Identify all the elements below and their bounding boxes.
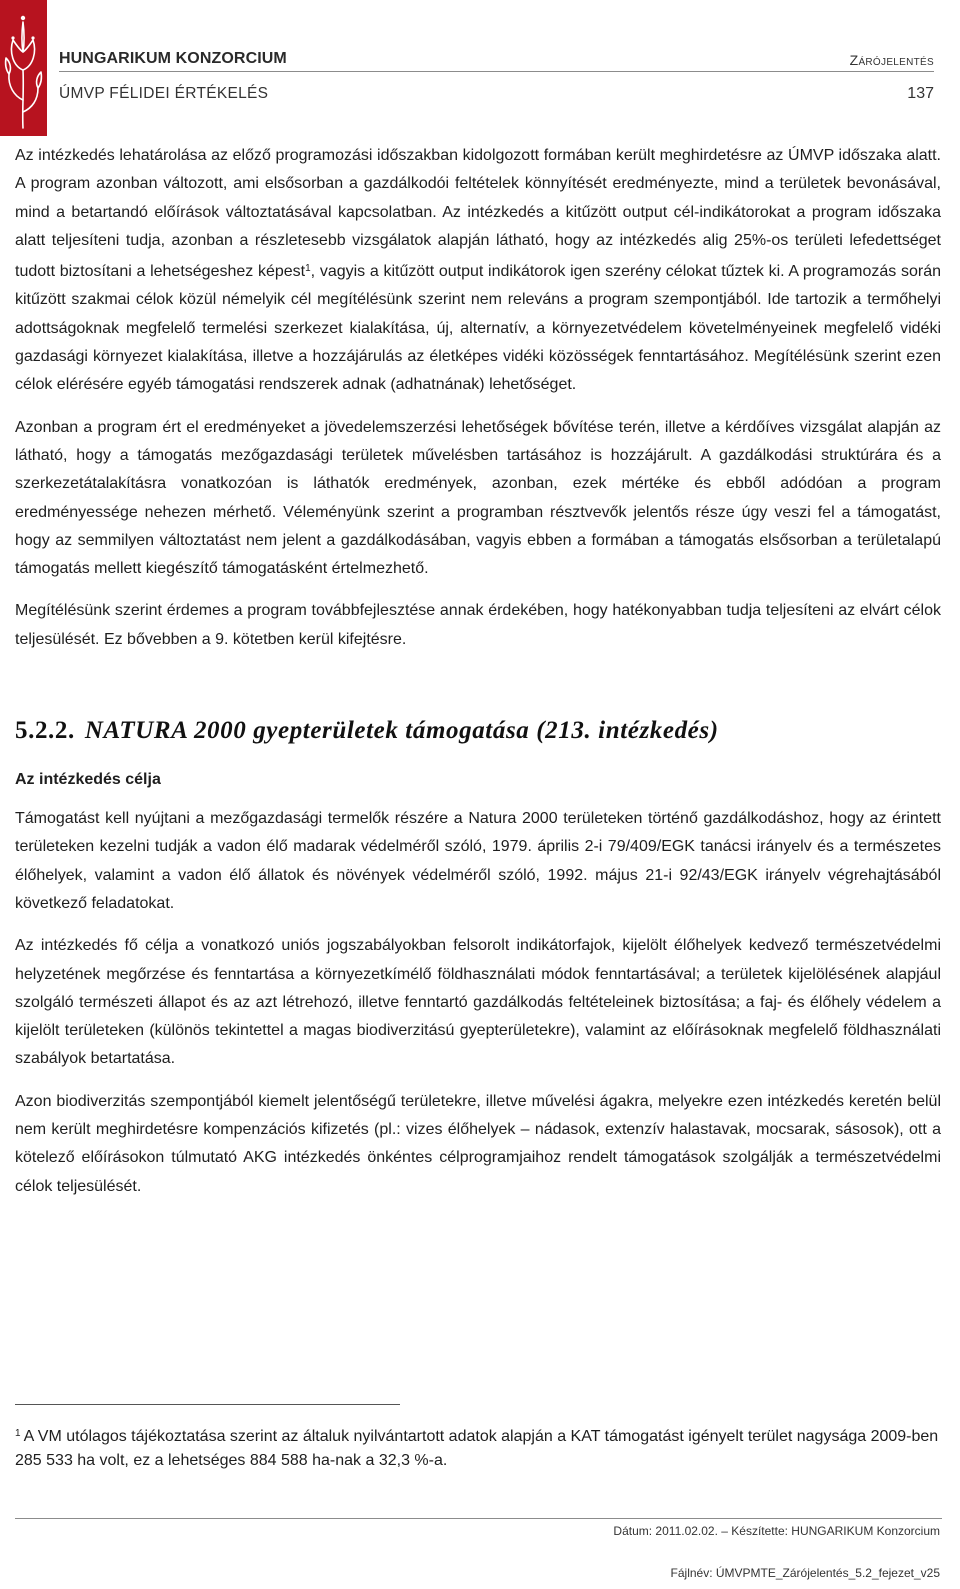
paragraph-text: , vagyis a kitűzött output indikátorok igen szerény célokat tűztek ki. A programozás során kitűzött szakmai célok közül némelyik cél megítélésünk szerint nem releváns a program szempontjából. Ide tartozik a termőhelyi adottságoknak megfelelő termelési szerkezet kialakítása, új, alternatív, a környezetvédelem követelményeinek megfelelő vidéki gazdasági környezet kialakítása, illetve a hozzájárulás az életképes vidéki közösségek fenntartásához. Megítélésünk szerint ezen célok elérésére egyéb támogatási rendszerek adnak (adhatnának) lehetőséget. (15, 263, 941, 394)
footer-divider (15, 1518, 942, 1519)
footnote-reference[interactable]: 1 (305, 263, 311, 275)
paragraph: Azon biodiverzitás szempontjából kiemelt jelentőségű területekre, illetve művelési ágakra, melyekre ezen intézkedés keretén belül nem került meghirdetésre kompenzációs kifizetés (pl.: vizes élőhelyek – nádasok, extenzív halastavak, mocsarak, sásosok), ott a kötelező előírásokon túlmutató AKG intézkedés önkéntes célprogramjaihoz rendelt támogatások szolgálják a természetvédelmi célok teljesülését. (15, 1092, 941, 1195)
tulip-logo-icon (0, 0, 47, 136)
paragraph-text: Az intézkedés lehatárolása az előző programozási időszakban kidolgozott formában került meghirdetésre az ÚMVP időszaka alatt. A program azonban változott, ami elsősorban a gazdálkodói feltételek könnyítését eredményezte, mind a területek bevonásával, mind a betartandó előírások változtatásával kapcsolatban. Az intézkedés a kitűzött output cél-indikátorokat a program időszaka alatt teljesíteni tudja, azonban a részletesebb vizsgálatok alapján látható, hogy az intézkedés alig 25%-os területi lefedettséget tudott biztosítani a lehetségeshez képest (15, 147, 941, 281)
paragraph: Az intézkedés fő célja a vonatkozó uniós jogszabályokban felsorolt indikátorfajok, kijelölt élőhelyek kedvező természetvédelmi helyzetének megőrzése és fenntartása a környezetkímélő földhasználati módok fenntartásával; a területek kijelölésének alapjául szolgáló természeti állapot és az azt létrehozó, illetve fenntartó gazdálkodás feltételeinek biztosítása; a faj- és élőhely védelem a kijelölt területeken (különös tekintettel a magas biodiverzitású gyepterületekre), valamint az előírásoknak megfelelő földhasználati szabályok betartatása. (15, 937, 941, 1068)
footnote (15, 1422, 941, 1473)
footnote-text: A VM utólagos tájékoztatása szerint az általuk nyilvántartott adatok alapján a KAT támogatást igényelt terület nagysága 2009-ben 285 533 ha volt, ez a lehetséges 884 588 ha-nak a 32,3 %-a. (15, 1428, 939, 1469)
header-subtitle: ÚMVP FÉLIDEI ÉRTÉKELÉS (59, 85, 269, 102)
header-document-type: Zárójelentés (849, 52, 934, 68)
section-heading (15, 714, 941, 748)
page-content (15, 142, 941, 1201)
footer-date-author: Dátum: 2011.02.02. – Készítette: HUNGARIKUM Konzorcium (613, 1524, 940, 1538)
footnote-marker: 1 (15, 1428, 21, 1439)
page-number: 137 (907, 85, 934, 102)
paragraph: Támogatást kell nyújtani a mezőgazdasági termelők részére a Natura 2000 területeken történő gazdálkodáshoz, hogy az érintett területeken kezelni tudják a vadon élő madarak védelméről szóló, 1979. április 2-i 79/409/EGK tanácsi irányelv és a természetes élőhelyek, valamint a vadon élő állatok és növények védelméről szóló, 1992. május 21-i 92/43/EGK irányelv végrehajtásából következő feladatokat. (15, 810, 941, 912)
paragraph (15, 142, 941, 400)
paragraph: Megítélésünk szerint érdemes a program továbbfejlesztése annak érdekében, hogy hatékonyabban tudja teljesíteni az elvárt célok teljesülését. Ez bővebben a 9. kötetben kerül kifejtésre. (15, 602, 941, 648)
section-title: NATURA 2000 gyepterületek támogatása (213. intézkedés) (84, 717, 719, 745)
subsection-heading: Az intézkedés célja (15, 771, 161, 789)
paragraph: Azonban a program ért el eredményeket a jövedelemszerzési lehetőségek bővítése terén, illetve a kérdőíves vizsgálat alapján az látható, hogy a támogatás mezőgazdasági területek művelésben tartásához is hozzájárult. A gazdálkodási struktúrára és a szerkezetátalakításra vonatkozóan is láthatók eredmények, azonban, ezek mértéke és ebből adódóan a program eredményessége nehezen mérhető. Véleményünk szerint a programban résztvevők jelentős része úgy veszi fel a támogatást, hogy az semmilyen változtatást nem jelent a gazdálkodásában, vagyis ebben a formában a támogatás elsősorban a területalapú támogatás mellett kiegészítő támogatásként értelmezhető. (15, 418, 941, 578)
footer-filename: Fájlnév: ÚMVPMTE_Zárójelentés_5.2_fejezet_v25 (670, 1566, 940, 1580)
section-number: 5.2.2. (15, 717, 75, 745)
header-divider (59, 71, 934, 72)
footnote-divider (15, 1404, 400, 1405)
header-organization: HUNGARIKUM KONZORCIUM (59, 50, 287, 67)
